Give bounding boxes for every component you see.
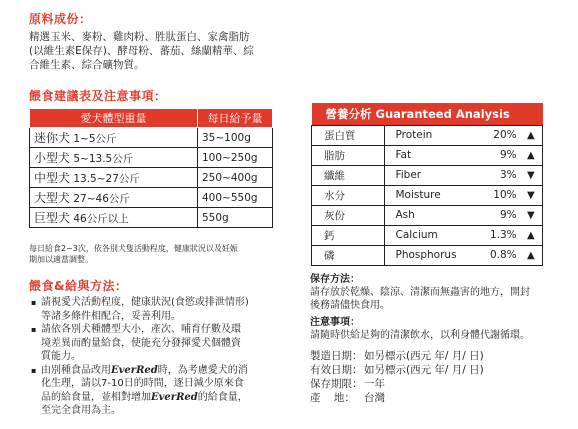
date-row [310, 391, 484, 405]
table-row [30, 128, 273, 148]
ingredients-line: 合維生素、綜合礦物質。 [29, 59, 145, 71]
date-row [310, 363, 484, 377]
feeding-table [29, 108, 273, 228]
table-row [312, 165, 543, 185]
origin-label: 產 地： [310, 392, 355, 404]
arrow-up-icon: ▲ [520, 145, 543, 165]
table-row [30, 148, 273, 168]
list-item: ▪ 請視愛犬活動程度，健康狀況(食慾或排泄情形) 等諸多條件相配合，妥善利用。 [31, 296, 277, 323]
date-info [310, 349, 484, 405]
feeding-note [29, 243, 285, 265]
arrow-up-icon: ▲ [520, 225, 543, 245]
feeding-size-cell: 大型犬 27~46公斤 [30, 188, 198, 208]
arrow-down-icon: ▼ [520, 205, 543, 225]
shelf-life-label: 保存期限： [310, 378, 363, 390]
origin-value: 台灣 [364, 392, 385, 404]
analysis-en: Fat [385, 145, 478, 165]
table-row [30, 188, 273, 208]
analysis-en: Protein [385, 125, 478, 145]
arrow-up-icon: ▲ [520, 125, 543, 145]
arrow-down-icon: ▼ [520, 185, 543, 205]
analysis-value: 0.8% [478, 245, 520, 265]
date-row [310, 377, 484, 391]
date-row [310, 349, 484, 363]
ingredients-text [29, 30, 291, 72]
mfg-date-value: 如另標示(西元 年/ 月/ 日) [364, 350, 484, 362]
analysis-value: 9% [478, 205, 520, 225]
analysis-zh: 纖維 [312, 165, 385, 185]
table-row [312, 185, 543, 205]
storage-section [310, 273, 572, 312]
shelf-life-value: 一年 [364, 378, 385, 390]
analysis-table [311, 103, 543, 266]
feeding-size-cell: 迷你犬 1~5公斤 [30, 128, 198, 148]
analysis-zh: 蛋白質 [312, 125, 385, 145]
arrow-up-icon: ▲ [520, 245, 543, 265]
ingredients-line: (以維生素E保存)、酵母粉、蕃茄、絲蘭精華、綜 [29, 45, 254, 57]
analysis-en: Fiber [385, 165, 478, 185]
feeding-col-weight: 愛犬體型重量 [30, 109, 198, 128]
brand-name: EverRed [111, 364, 158, 376]
feeding-size-cell: 中型犬 13.5~27公斤 [30, 168, 198, 188]
table-row [312, 205, 543, 225]
ingredients-line: 精選玉米、麥粉、雞肉粉、胜肽蛋白、家禽脂肪 [29, 31, 250, 43]
arrow-down-icon: ▼ [520, 165, 543, 185]
analysis-zh: 水分 [312, 185, 385, 205]
table-row [312, 125, 543, 145]
storage-line: 請存放於乾燥、陰涼、清潔而無蟲害的地方，開封 [310, 287, 530, 298]
caution-heading: 注意事項： [310, 317, 360, 328]
feeding-amount-cell: 35~100g [198, 128, 273, 148]
feeding-note-line: 每日給食2~3次，依各別犬隻活動程度，健康狀況以及妊娠 [29, 244, 238, 253]
exp-date-value: 如另標示(西元 年/ 月/ 日) [364, 364, 484, 376]
storage-line: 後務請儘快食用。 [310, 300, 390, 311]
exp-date-label: 有效日期： [310, 364, 363, 376]
mfg-date-label: 製造日期： [310, 350, 363, 362]
brand-name: EverRed [151, 391, 198, 403]
ingredients-heading: 原料成份： [29, 12, 92, 26]
analysis-en: Ash [385, 205, 478, 225]
feeding-heading: 餵食建議表及注意事項： [29, 89, 167, 103]
analysis-value: 10% [478, 185, 520, 205]
analysis-zh: 鈣 [312, 225, 385, 245]
analysis-zh: 灰份 [312, 205, 385, 225]
analysis-value: 9% [478, 145, 520, 165]
list-item: ▪ 由別種食品改用EverRed時，為考慮愛犬的消 化生理，請以7-10日的時間，逐日減少原來食 品的給食量，並相對增加EverRed的給食量， 至完全食用為主。 [31, 364, 277, 418]
analysis-value: 1.3% [478, 225, 520, 245]
feeding-size-cell: 小型犬 5~13.5公斤 [30, 148, 198, 168]
table-row [30, 208, 273, 228]
feeding-col-amount: 每日給予量 [198, 109, 273, 128]
analysis-zh: 磷 [312, 245, 385, 265]
feeding-amount-cell: 250~400g [198, 168, 273, 188]
caution-line: 請隨時供給足夠的清潔飲水，以利身體代謝循環。 [310, 330, 530, 341]
storage-heading: 保存方法： [310, 274, 360, 285]
analysis-en: Moisture [385, 185, 478, 205]
method-heading: 餵食&給與方法： [29, 279, 128, 293]
analysis-value: 3% [478, 165, 520, 185]
table-row [312, 245, 543, 265]
list-item: ▪ 請依各別犬種體型大小，產次、哺育仔數及環 境差異而酌量給食，使能充分發揮愛犬個體資 質能力。 [31, 323, 277, 364]
table-row [30, 168, 273, 188]
caution-section [310, 316, 572, 342]
feeding-amount-cell: 100~250g [198, 148, 273, 168]
table-row [312, 225, 543, 245]
feeding-amount-cell: 400~550g [198, 188, 273, 208]
analysis-zh: 脂肪 [312, 145, 385, 165]
analysis-en: Phosphorus [385, 245, 478, 265]
analysis-header: 營養分析 Guaranteed Analysis [312, 103, 543, 125]
analysis-value: 20% [478, 125, 520, 145]
feeding-amount-cell: 550g [198, 208, 273, 228]
feeding-note-line: 期加以適當調整。 [29, 255, 93, 264]
method-list [31, 296, 277, 418]
analysis-en: Calcium [385, 225, 478, 245]
feeding-size-cell: 巨型犬 46公斤以上 [30, 208, 198, 228]
table-row [312, 145, 543, 165]
